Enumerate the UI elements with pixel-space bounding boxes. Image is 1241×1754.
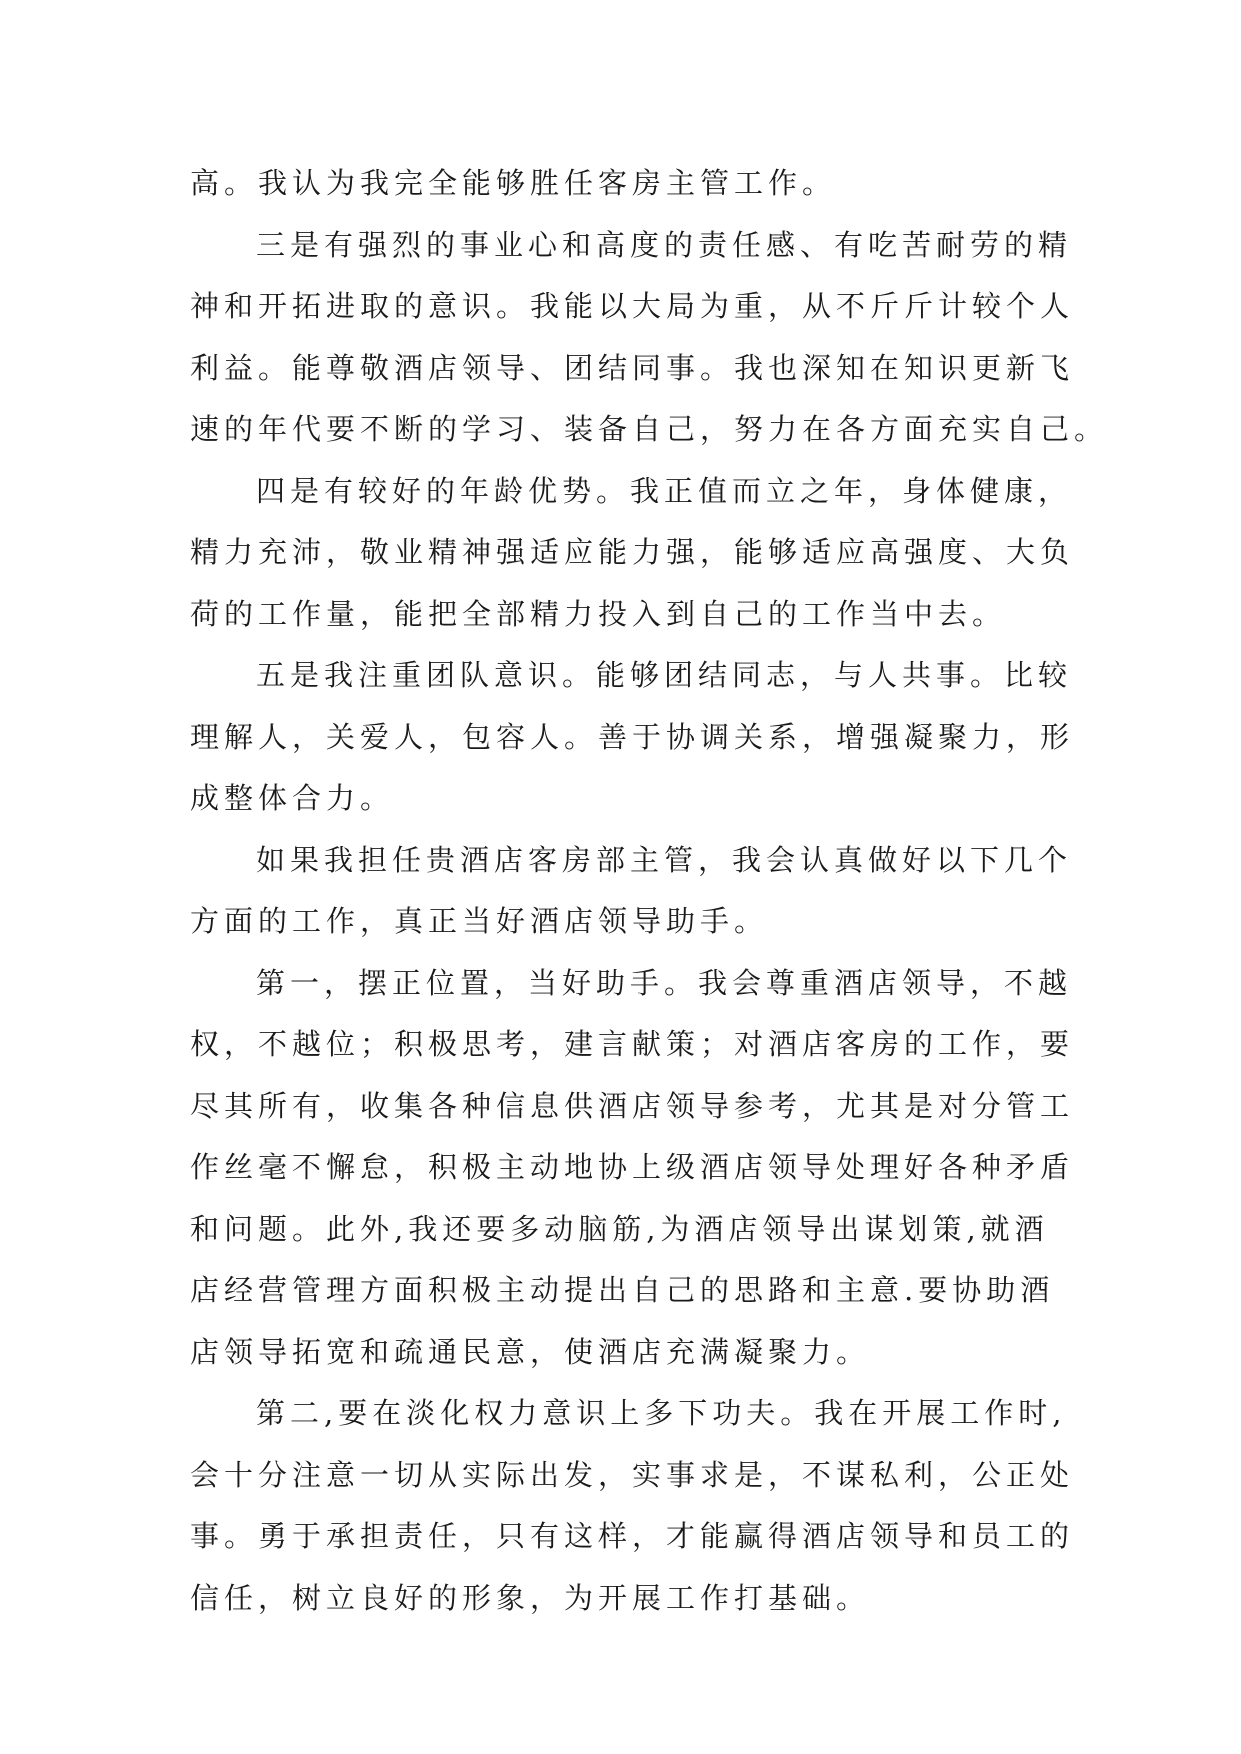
text-line: 权，不越位；积极思考，建言献策；对酒店客房的工作，要 bbox=[190, 1027, 1075, 1061]
text-line: 荷的工作量，能把全部精力投入到自己的工作当中去。 bbox=[190, 596, 1007, 631]
paragraph-start-line: 如果我担任贵酒店客房部主管，我会认真做好以下几个 bbox=[256, 842, 1073, 877]
text-line: 速的年代要不断的学习、装备自己，努力在各方面充实自己。 bbox=[190, 412, 1109, 446]
paragraph-start-line: 四是有较好的年龄优势。我正值而立之年，身体健康， bbox=[256, 473, 1073, 508]
text-line: 成整体合力。 bbox=[190, 781, 395, 815]
document-body bbox=[190, 153, 1109, 1629]
paragraph-start-line: 第二,要在淡化权力意识上多下功夫。我在开展工作时, bbox=[256, 1396, 1067, 1430]
text-line: 店经营管理方面积极主动提出自己的思路和主意.要协助酒 bbox=[190, 1273, 1055, 1307]
text-line: 高。我认为我完全能够胜任客房主管工作。 bbox=[190, 166, 837, 200]
text-line: 事。勇于承担责任，只有这样，才能赢得酒店领导和员工的 bbox=[190, 1519, 1075, 1553]
text-line: 精力充沛，敬业精神强适应能力强，能够适应高强度、大负 bbox=[190, 535, 1075, 569]
paragraph-start-line: 三是有强烈的事业心和高度的责任感、有吃苦耐劳的精 bbox=[256, 227, 1073, 262]
paragraph-start-line: 第一，摆正位置，当好助手。我会尊重酒店领导，不越 bbox=[256, 965, 1073, 1000]
text-line: 方面的工作，真正当好酒店领导助手。 bbox=[190, 904, 769, 938]
text-line: 作丝毫不懈怠，积极主动地协上级酒店领导处理好各种矛盾 bbox=[190, 1150, 1075, 1184]
text-line: 和问题。此外,我还要多动脑筋,为酒店领导出谋划策,就酒 bbox=[190, 1211, 1049, 1246]
text-line: 神和开拓进取的意识。我能以大局为重，从不斤斤计较个人 bbox=[190, 289, 1075, 323]
text-line: 信任，树立良好的形象，为开展工作打基础。 bbox=[190, 1580, 871, 1615]
text-line: 店领导拓宽和疏通民意，使酒店充满凝聚力。 bbox=[190, 1334, 871, 1369]
text-line: 理解人，关爱人，包容人。善于协调关系，增强凝聚力，形 bbox=[190, 719, 1075, 754]
text-line: 利益。能尊敬酒店领导、团结同事。我也深知在知识更新飞 bbox=[190, 350, 1075, 385]
paragraph-start-line: 五是我注重团队意识。能够团结同志，与人共事。比较 bbox=[256, 658, 1073, 692]
text-line: 会十分注意一切从实际出发，实事求是，不谋私利，公正处 bbox=[190, 1457, 1075, 1492]
text-line: 尽其所有，收集各种信息供酒店领导参考，尤其是对分管工 bbox=[190, 1088, 1075, 1123]
